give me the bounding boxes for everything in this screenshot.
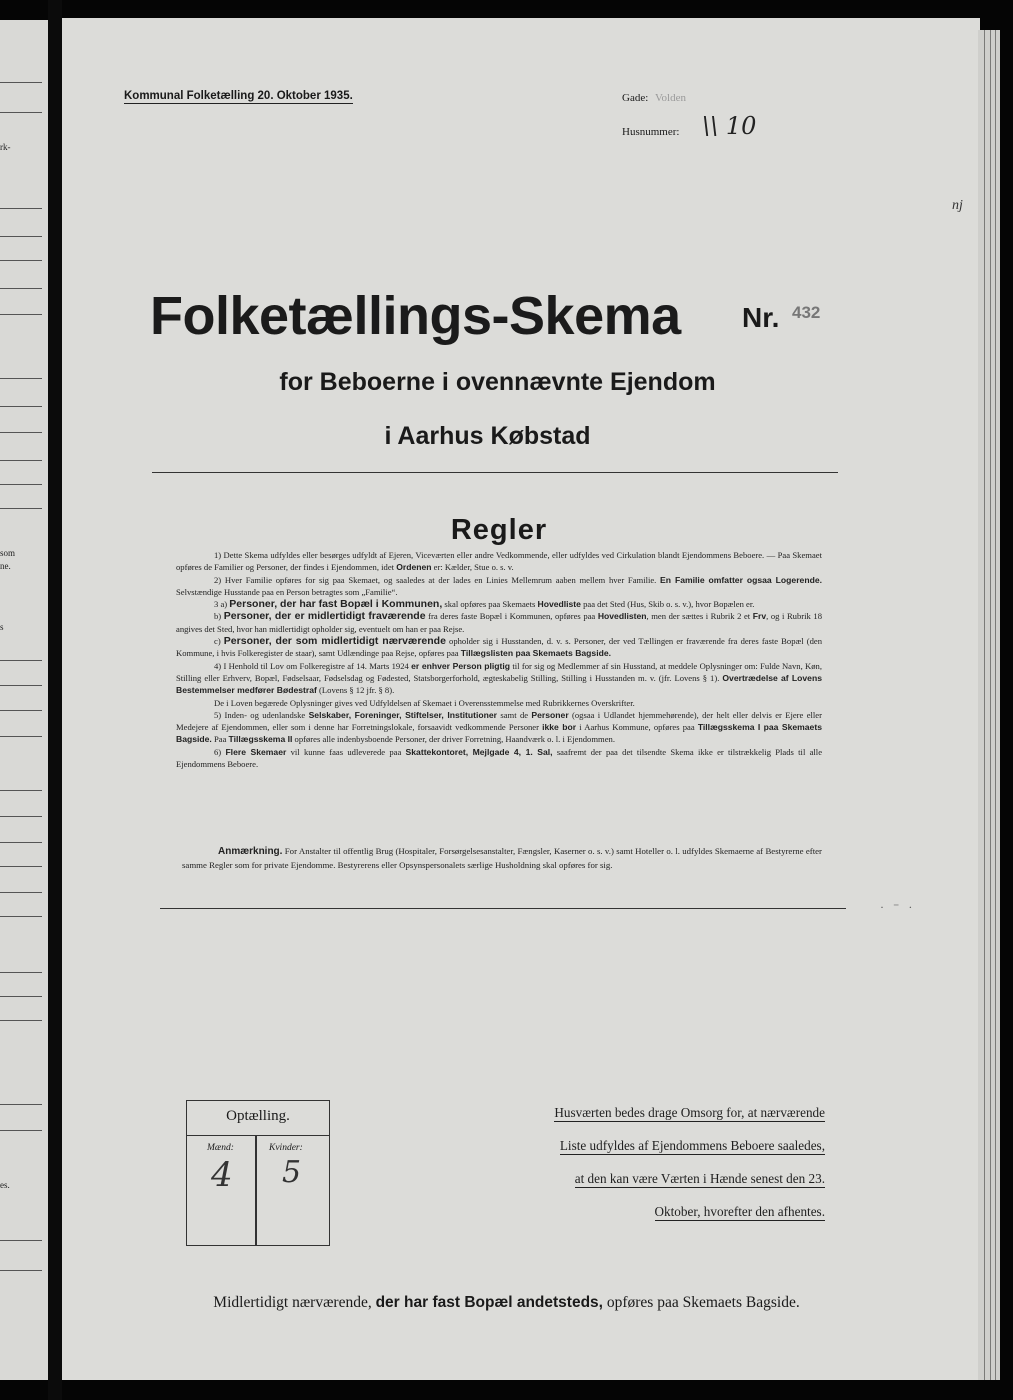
rules-text [176,549,822,770]
notice-line: at den kan være Værten i Hænde senest den 23. [574,1171,825,1186]
rule-3a: 3 a) Personer, der har fast Bopæl i Kommunen, skal opføres paa Skemaets Hovedliste paa det Sted (Hus, Skib o. s. v.), hvor Bopælen er. [214,598,755,611]
house-number-handwriting: \\ 10 [702,112,757,140]
facing-page-fragment: rk- [0,142,11,152]
rule-3b: b) Personer, der er midlertidigt fraværende fra deres faste Bopæl i Kommunen, opføres paa Hovedlisten, men der sættes i Rubrik 2 et Frv, og i Rubrik 18 angives det Sted, hvor han midlertidigt opholder sig, eventuelt om han er paa Rejse. [176,610,822,634]
form-number-value: 432 [792,303,821,322]
rule-6: 6) Flere Skemaer vil kunne faas udleverede paa Skattekontoret, Mejlgade 4, 1. Sal, saafremt der paa det tilsendte Skema ikke er tilstrækkelig Plads til alle Ejendommens Beboere. [176,746,823,770]
form-number-label: Nr. [742,302,780,333]
notice-line: Husværten bedes drage Omsorg for, at nærværende [554,1105,825,1120]
margin-handwriting: nj [952,198,963,213]
remark [182,845,822,871]
divider [152,472,838,473]
scan-border [0,0,1013,18]
count-box-title: Optælling. [187,1101,329,1136]
men-count: 4 [211,1155,233,1195]
women-count: 5 [282,1155,302,1190]
notice-line: Liste udfyldes af Ejendommens Beboere saaledes, [559,1138,825,1153]
women-label: Kvinder: [269,1143,303,1153]
facing-page-fragment: som [0,548,16,558]
rule-2: 2) Hver Familie opføres for sig paa Skemaet, og saaledes at der lades en Linies Mellemrum aaben mellem hver Familie. En Familie omfatter ogsaa Logerende. Selvstændige Husstande paa en Person betragtes som „Familie“. [176,574,822,597]
landlord-notice [490,1096,825,1228]
book-gutter [48,0,62,1400]
pencil-marks: · ⁻ · [880,900,916,914]
facing-page-fragment: s [0,622,4,632]
rule-5: 5) Inden- og udenlandske Selskaber, Foreninger, Stiftelser, Institutioner samt de Personer (ogsaa i Udlandet hjemmehørende), der helt eller delvis er Ejere eller Medejere af Ejendommen, eller som i denne har Forretningslokale, forsaavidt vedkommende Personer ikke bor i Aarhus Kommune, opføres paa Tillægsskema I paa Skemaets Bagside. Paa Tillægsskema II opføres alle indenbysboende Personer, der driver Forretning, Haandværk o. l. i Ejendommen. [176,709,822,745]
rule-3c: c) Personer, der som midlertidigt nærværende opholder sig i Husstanden, d. v. s. Personer, der ved Tællingen er fraværende fra deres faste Bopæl (den Kommune, i hvis Folkeregister de staar), samt Udlændinge paa Rejse, opføres paa Tillægslisten paa Skemaets Bagside. [176,635,822,659]
remark-label: Anmærkning. [218,846,283,857]
remark-text: For Anstalter til offentlig Brug (Hospitaler, Forsørgelsesanstalter, Fængsler, Kaserner o. s. v.) samt Hoteller o. l. udfyldes Skemaerne af Bestyrerne efter samme Regler som for private Ejendomme. Bestyrerens eller Opsynspersonalets særlige Husholdning skal opføres for sig. [182,846,822,870]
page-stack-edge [978,30,1000,1380]
form-location: i Aarhus Købstad [384,422,591,450]
street-field [622,92,686,104]
rule-4-note: De i Loven begærede Oplysninger gives ved Udfyldelsen af Skemaet i Overensstemmelse med Rubrikkernes Overskrifter. [214,697,635,708]
rule-4: 4) I Henhold til Lov om Folkeregistre af 14. Marts 1924 er enhver Person pligtig til for sig og Medlemmer af sin Husstand, at meddele Oplysninger om: Fulde Navn, Køn, Stilling eller Erhverv, Bopæl, Fødselsaar, Fødselsdag og Fødested, Statsborgerforhold, ægteskabelig Stilling, Stilling i Husstanden m. v. (jfr. Lovens § 1). Overtrædelse af Lovens Bestemmelser medfører Bødestraf (Lovens § 12 jfr. § 8). [176,660,822,696]
census-title: Kommunal Folketælling 20. Oktober 1935. [124,90,353,102]
form-title: Folketællings-Skema [150,286,681,346]
men-label: Mænd: [207,1143,234,1153]
facing-page-fragment: es. [0,1180,10,1190]
count-box [186,1100,330,1246]
form-subtitle: for Beboerne i ovennævnte Ejendom [279,368,716,396]
footer-instruction: Midlertidigt nærværende, der har fast Bopæl andetsteds, opføres paa Skemaets Bagside. [213,1294,800,1311]
divider [160,908,846,909]
rule-1: 1) Dette Skema udfyldes eller besørges udfyldt af Ejeren, Viceværten eller andre Vedkommende, eller udfyldes ved Cirkulation blandt Ejendommens Beboere. — Paa Skemaet opføres de Familier og Personer, der findes i Ejendommen, idet Ordenen er: Kælder, Stue o. s. v. [176,550,822,573]
facing-page-fragment: ne. [0,561,11,571]
house-number-label: Husnummer: [622,126,680,138]
street-value: Volden [655,92,686,104]
house-number-field [622,112,757,140]
facing-page [0,20,52,1380]
rules-heading: Regler [450,514,548,546]
notice-line: Oktober, hvorefter den afhentes. [654,1204,825,1219]
street-label: Gade: [622,92,649,104]
